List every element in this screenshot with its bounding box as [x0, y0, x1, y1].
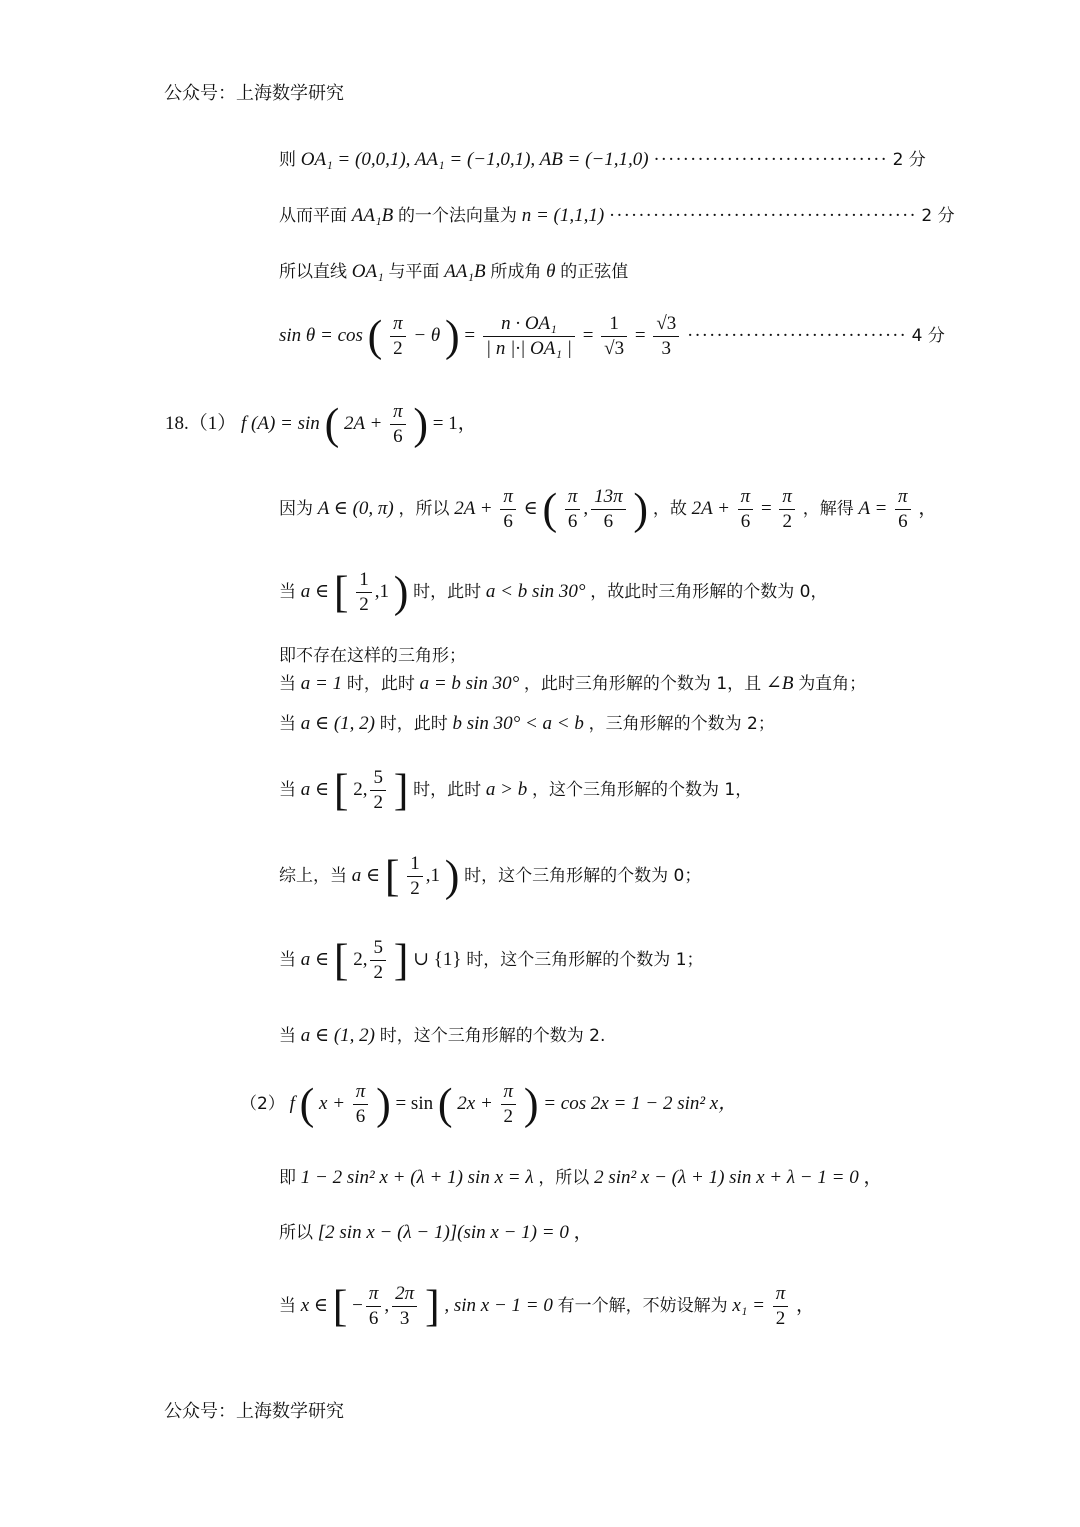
text: 当 [279, 779, 296, 800]
den: | n |·| OA₁ | [485, 338, 572, 359]
text: 有一个解，不妨设解为 [557, 1295, 728, 1316]
den: 2 [782, 511, 792, 532]
factor-line [279, 1219, 593, 1247]
fraction [500, 485, 516, 534]
bracket-right: ] [393, 765, 409, 815]
math: 2 sin² x − (λ + 1) sin x + λ − 1 = 0 [594, 1167, 859, 1188]
math: OA₁ [351, 261, 384, 282]
math: [2 sin x − (λ − 1)](sin x − 1) = 0 [317, 1222, 569, 1243]
num: n · OA₁ [483, 312, 575, 337]
paren-left: ( [299, 1079, 315, 1129]
text: ， [573, 1222, 593, 1243]
den: 6 [740, 511, 751, 532]
text: 时，此时 [413, 779, 482, 800]
math: 2x + [457, 1092, 493, 1114]
math: a = 1 [300, 673, 343, 694]
paren-right: ) [444, 851, 460, 901]
fraction [407, 852, 423, 901]
math: 2, [353, 778, 368, 800]
solution-line: 当 x ∈ [ − $\frac{\pi}{6}$ , $\frac{2\pi}{3}$ ] , sin x − 1 = 0 有一个解，不妨设解为 x₁ = $\frac{\pi}{2}$ ， [279, 1281, 816, 1331]
math: a > b [485, 778, 528, 800]
dot-leader: ······························ [687, 324, 907, 346]
math: = cos 2x = 1 − 2 sin² x， [543, 1092, 738, 1114]
fraction [738, 485, 754, 534]
page-header: 公众号：上海数学研究 [164, 83, 344, 104]
case-one-line [279, 670, 866, 698]
text: 从而平面 [279, 206, 347, 226]
den: 2 [775, 1308, 786, 1329]
den: 2 [373, 962, 383, 983]
bracket-right: ] [424, 1281, 440, 1331]
text: 当 [279, 674, 296, 694]
math: , sin x − 1 = 0 [444, 1294, 553, 1316]
bracket-right: ] [393, 935, 409, 985]
math: x₁ = [732, 1294, 765, 1316]
text: 时，此时 [346, 674, 415, 694]
text: 当 [279, 581, 296, 602]
math: a = b sin 30° [419, 673, 520, 694]
text: 当 [279, 1295, 296, 1316]
text: 时，这个三角形解的个数为 2. [379, 1026, 606, 1046]
fraction [370, 766, 386, 815]
paren-left: ( [542, 484, 558, 534]
math: − θ [413, 324, 441, 346]
question-number: 18.（1） [165, 412, 237, 434]
paren-right: ) [393, 567, 409, 617]
text: ， [863, 1167, 883, 1188]
paren-left: ( [367, 311, 383, 361]
math: θ [546, 261, 556, 282]
fraction [483, 312, 575, 361]
den: 6 [567, 511, 578, 532]
paren-right: ) [445, 311, 460, 361]
text: 当 [279, 714, 296, 734]
bracket-left: [ [333, 765, 349, 815]
num: 1 [601, 312, 627, 337]
den: 6 [503, 511, 513, 532]
text: ， [796, 1294, 816, 1316]
den: 6 [355, 1106, 366, 1127]
text: 则 [279, 150, 296, 170]
den: 2 [503, 1106, 514, 1127]
math: 2A + [691, 497, 730, 519]
case-half-line [279, 568, 827, 617]
den: 3 [399, 1308, 410, 1329]
paren-right: ) [523, 1079, 539, 1129]
text: ，解得 [802, 498, 854, 519]
num: π [366, 1282, 382, 1307]
fraction [895, 485, 911, 534]
part2-line [240, 1080, 737, 1129]
summary-two-line [279, 1022, 605, 1050]
score: 4 分 [911, 325, 945, 346]
text: ， [918, 497, 938, 519]
summary-one-line [279, 936, 704, 985]
math: f [289, 1092, 295, 1114]
num: π [773, 1282, 789, 1307]
num: 5 [370, 766, 386, 791]
den: 6 [368, 1308, 379, 1329]
text: 时，此时 [379, 714, 448, 734]
math: b sin 30° < a < b [452, 713, 584, 734]
den: 2 [393, 338, 403, 359]
text: 的一个法向量为 [397, 206, 517, 226]
paren-right: ) [413, 399, 428, 449]
paren-left: ( [324, 399, 340, 449]
text: 所成角 [490, 262, 542, 282]
math-vectors: OA₁ = (0,0,1), AA₁ = (−1,0,1), AB = (−1,1,0) [300, 149, 649, 170]
num: √3 [653, 312, 679, 337]
num: 5 [370, 936, 386, 961]
math: 2A + [343, 412, 383, 434]
math: A = [858, 497, 888, 519]
text: ，故 [652, 498, 687, 519]
fraction [591, 485, 626, 534]
page-footer: 公众号：上海数学研究 [164, 1401, 344, 1422]
part-number: （2） [240, 1093, 285, 1114]
num: π [390, 400, 406, 425]
normal-vector-line [279, 202, 955, 230]
text: ，所以 [538, 1168, 590, 1188]
summary-zero-line [279, 852, 701, 901]
dot-leader: ·········································· [608, 205, 917, 226]
math: 1 − 2 sin² x + (λ + 1) sin x = λ [300, 1167, 534, 1188]
math: f (A) = sin [241, 412, 320, 434]
num: 1 [356, 568, 372, 593]
math: a ∈ [300, 948, 330, 970]
text: 综上，当 [279, 865, 347, 886]
fraction [353, 1080, 369, 1129]
math: ,1 [374, 580, 389, 602]
bracket-left: [ [333, 567, 349, 617]
equation-line [279, 1164, 882, 1192]
math: a < b sin 30° [485, 580, 586, 602]
math: a ∈ (1, 2) [300, 713, 375, 734]
num: 13π [591, 485, 626, 510]
math: sin θ = cos [279, 324, 363, 346]
text: 即不存在这样的三角形； [279, 646, 466, 666]
fraction [356, 568, 372, 617]
fraction [779, 485, 795, 534]
q18-part1-line [165, 400, 477, 449]
fraction [773, 1282, 789, 1331]
math: a ∈ [351, 864, 381, 886]
math: ∠B [765, 673, 794, 694]
fraction [601, 312, 627, 361]
math: = 1， [432, 412, 477, 434]
math: = [760, 497, 772, 519]
den: 2 [359, 594, 369, 615]
bracket-left: [ [333, 935, 349, 985]
text: 所以直线 [279, 262, 347, 282]
math: ,1 [425, 864, 440, 886]
paren-right: ) [633, 484, 649, 534]
text: 因为 [279, 498, 313, 519]
fraction [501, 1080, 517, 1129]
dot-leader: ································ [653, 149, 888, 170]
num: π [565, 485, 581, 510]
num: π [500, 485, 516, 510]
math: 2A + [454, 497, 493, 519]
angle-statement-line [279, 258, 628, 286]
text: 为直角； [798, 674, 867, 694]
case-two-line [279, 766, 752, 815]
math: − [352, 1294, 363, 1316]
num: π [895, 485, 911, 510]
math-normal: n = (1,1,1) [521, 205, 605, 226]
vector-coordinates-line [279, 146, 926, 174]
fraction [653, 312, 679, 361]
math: a ∈ [300, 778, 330, 800]
score: 2 分 [892, 150, 926, 170]
text: ，此时三角形解的个数为 1，且 [523, 674, 762, 694]
num: 2π [392, 1282, 417, 1307]
bracket-left: [ [332, 1281, 348, 1331]
no-triangle-line [279, 642, 466, 670]
den: 3 [661, 338, 672, 359]
math: AA₁B [444, 261, 486, 282]
paren-right: ) [376, 1079, 391, 1129]
num: 1 [407, 852, 423, 877]
math: = sin [395, 1092, 434, 1114]
den: 2 [410, 878, 420, 899]
math: a ∈ (1, 2) [300, 1025, 375, 1046]
score: 2 分 [921, 206, 955, 226]
den: √3 [604, 338, 625, 359]
math: x ∈ [300, 1294, 328, 1316]
num: π [779, 485, 795, 510]
fraction [390, 400, 406, 449]
fraction [565, 485, 581, 534]
text: 时，这个三角形解的个数为 0； [464, 865, 702, 886]
text: 时，这个三角形解的个数为 1； [466, 949, 704, 970]
bracket-left: [ [384, 851, 400, 901]
num: π [738, 485, 754, 510]
text: ，故此时三角形解的个数为 0， [590, 581, 828, 602]
den: 6 [393, 426, 403, 447]
text: ，所以 [398, 498, 450, 519]
math: ∪ {1} [413, 948, 462, 970]
num: π [501, 1080, 517, 1105]
math-plane: AA₁B [351, 205, 394, 226]
den: 6 [603, 511, 614, 532]
math: 2, [353, 948, 368, 970]
fraction [370, 936, 386, 985]
den: 6 [898, 511, 908, 532]
sine-formula-line: sin θ = cos ( $\frac{\pi}{2}$ − θ ) = $\frac{\text{n · OA₁}}{\text{| n |·| OA₁ |}}$ = $\frac{1}{√3}$ = $\frac{√3}{3}$ ······························ 4 分 [279, 311, 945, 361]
num: π [353, 1080, 369, 1105]
text: 时，此时 [413, 581, 482, 602]
text: 当 [279, 949, 296, 970]
paren-left: ( [437, 1079, 453, 1129]
math: ∈ [523, 497, 538, 519]
math: x + [319, 1092, 346, 1114]
angle-a-line: 因为 A ∈ (0, π) ，所以 2A + $\frac{\pi}{6}$ ∈ ( $\frac{\pi}{6}$ , $\frac{13\pi}{6}$ ) ，故 2A + $\frac{\pi}{6}$ = $\frac{\pi}{2}$ ，解得 A = $\frac{\pi}{6}$ ， [279, 484, 938, 534]
math: a ∈ [300, 580, 330, 602]
text: ，三角形解的个数为 2； [588, 714, 775, 734]
text: ，这个三角形解的个数为 1， [531, 779, 753, 800]
case-between-line [279, 710, 775, 738]
fraction [390, 312, 406, 361]
num: π [390, 312, 406, 337]
math: A ∈ (0, π) [317, 497, 394, 519]
text: 的正弦值 [560, 262, 629, 282]
text: 当 [279, 1026, 296, 1046]
text: 所以 [279, 1223, 313, 1243]
fraction [366, 1282, 382, 1331]
text: 与平面 [388, 262, 440, 282]
text: 即 [279, 1168, 296, 1188]
fraction [392, 1282, 417, 1331]
den: 2 [373, 792, 383, 813]
